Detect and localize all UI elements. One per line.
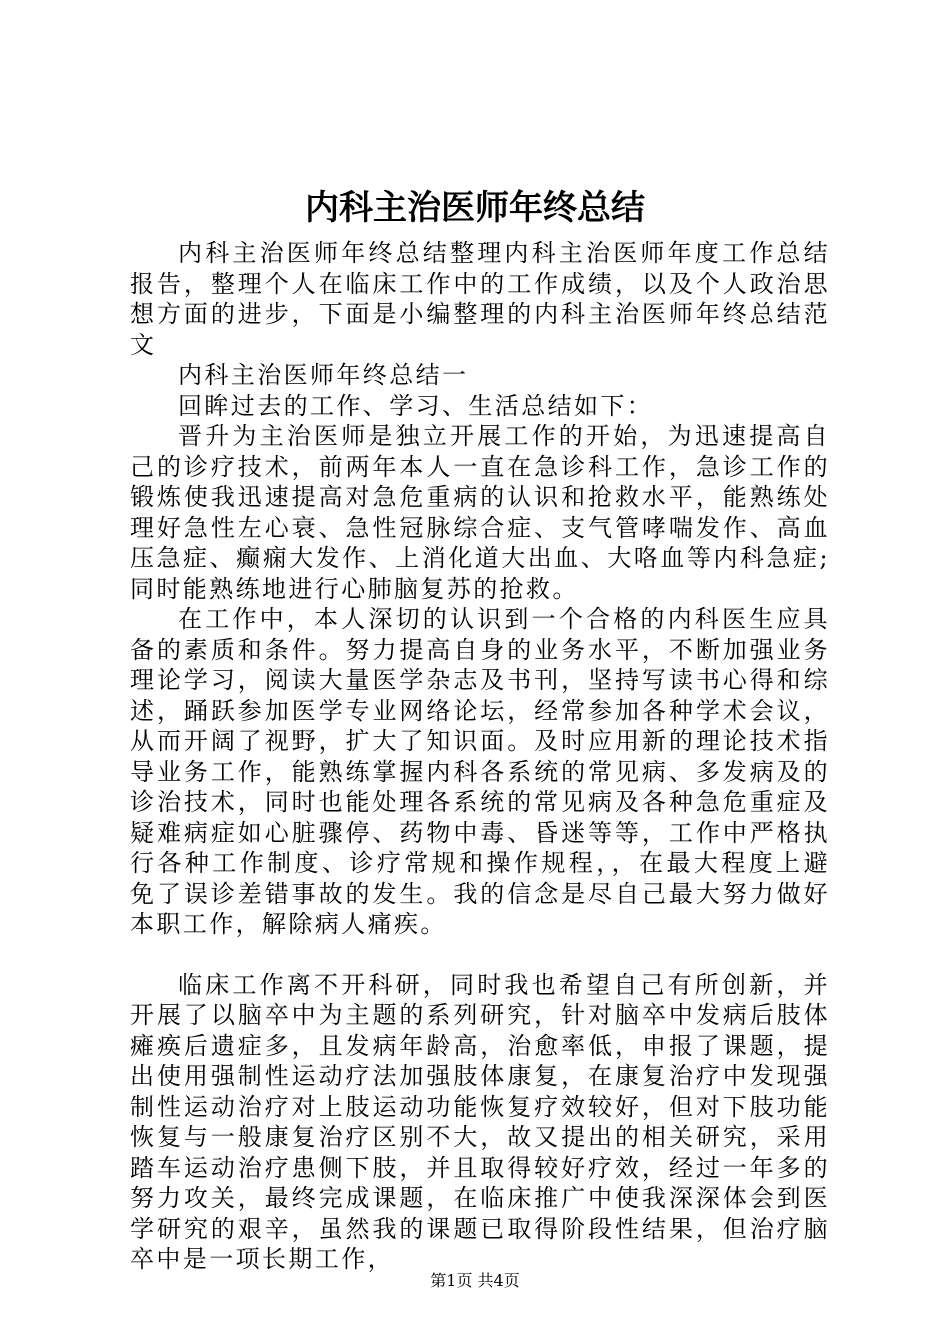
document-title: 内科主治医师年终总结 (305, 188, 645, 228)
paragraph-research: 临床工作离不开科研，同时我也希望自己有所创新，并开展了以脑卒中为主题的系列研究，针对脑卒中发病后肢体瘫痪后遗症多，且发病年龄高，治愈率低，申报了课题，提出使用强制性运动疗法加强肢体康复，在康复治疗中发现强制性运动治疗对上肢运动功能恢复疗效较好，但对下肢功能恢复与一般康复治疗区别不大，故又提出的相关研究，采用踏车运动治疗患侧下肢，并且取得较好疗效，经过一年多的努力攻关，最终完成课题，在临床推广中使我深深体会到医学研究的艰辛，虽然我的课题已取得阶段性结果，但治疗脑卒中是一项长期工作， (130, 970, 830, 1273)
paragraph-review: 回眸过去的工作、学习、生活总结如下： (178, 391, 654, 420)
document-body (130, 238, 830, 1275)
page-number-footer: 第1页 共4页 (430, 1271, 520, 1290)
paragraph-subheading: 内科主治医师年终总结一 (178, 361, 469, 389)
paragraph-intro: 内科主治医师年终总结整理内科主治医师年度工作总结报告，整理个人在临床工作中的工作成绩，以及个人政治思想方面的进步，下面是小编整理的内科主治医师年终总结范文 (130, 239, 830, 359)
paragraph-spacer (130, 940, 830, 970)
paragraph-promotion: 晋升为主治医师是独立开展工作的开始，为迅速提高自己的诊疗技术，前两年本人一直在急诊科工作，急诊工作的锻炼使我迅速提高对急危重病的认识和抢救水平，能熟练处理好急性左心衰、急性冠脉综合症、支气管哮喘发作、高血压急症、癫痫大发作、上消化道大出血、大咯血等内科急症;同时能熟练地进行心肺脑复苏的抢救。 (130, 422, 830, 603)
paragraph-work: 在工作中，本人深切的认识到一个合格的内科医生应具备的素质和条件。努力提高自身的业务水平，不断加强业务理论学习，阅读大量医学杂志及书刊，坚持写读书心得和综述，踊跃参加医学专业网络论坛，经常参加各种学术会议，从而开阔了视野，扩大了知识面。及时应用新的理论技术指导业务工作，能熟练掌握内科各系统的常见病、多发病及的诊治技术，同时也能处理各系统的常见病及各种急危重症及疑难病症如心脏骤停、药物中毒、昏迷等等，工作中严格执行各种工作制度、诊疗常规和操作规程，，在最大程度上避免了误诊差错事故的发生。我的信念是尽自己最大努力做好本职工作，解除病人痛疾。 (130, 605, 830, 938)
